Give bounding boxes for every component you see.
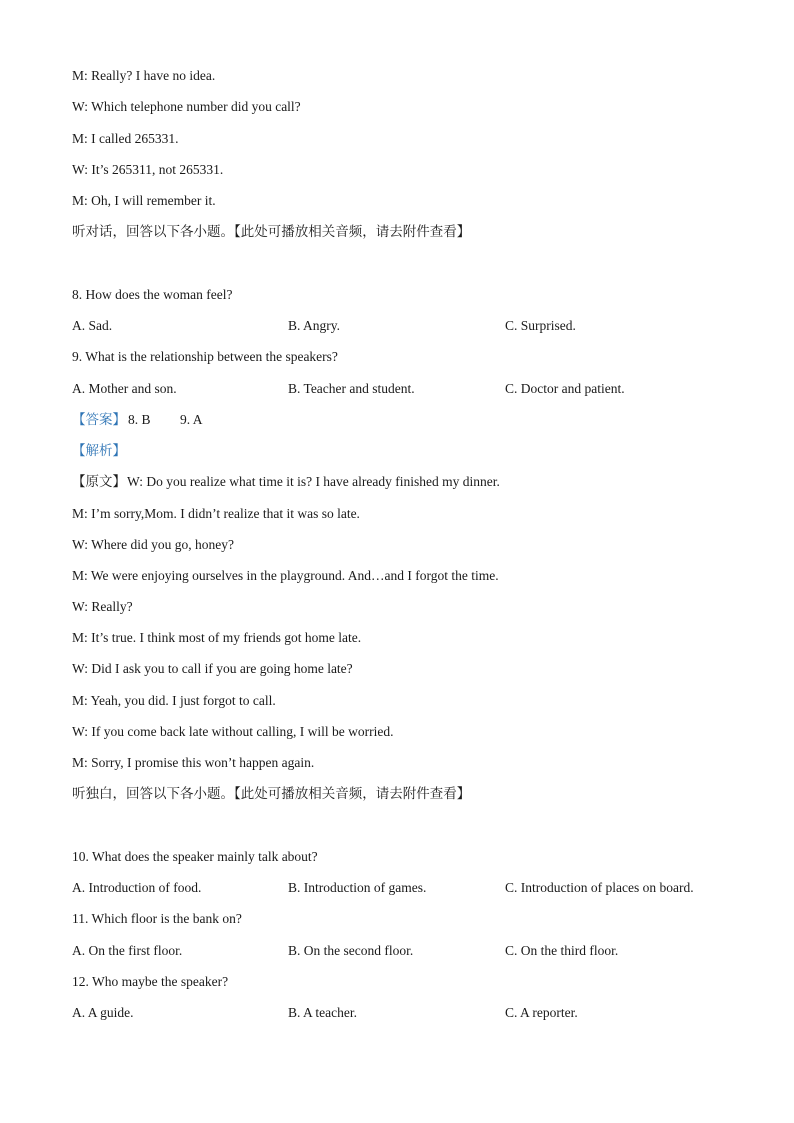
question-12: 12. Who maybe the speaker? bbox=[72, 974, 229, 989]
dialogue-line: M: Really? I have no idea. bbox=[72, 68, 216, 83]
q12-option-c: C. A reporter. bbox=[505, 1005, 578, 1020]
dialogue-line: W: It’s 265311, not 265331. bbox=[72, 162, 224, 177]
question-10: 10. What does the speaker mainly talk about? bbox=[72, 849, 318, 864]
dialogue-line: M: I called 265331. bbox=[72, 131, 179, 146]
q11-option-b: B. On the second floor. bbox=[288, 943, 414, 958]
q8-option-c: C. Surprised. bbox=[505, 318, 576, 333]
dialogue-line: M: It’s true. I think most of my friends got home late. bbox=[72, 630, 362, 645]
q9-option-a: A. Mother and son. bbox=[72, 381, 177, 396]
answer-9: 9. A bbox=[180, 412, 203, 427]
q10-option-c: C. Introduction of places on board. bbox=[505, 880, 694, 895]
question-8: 8. How does the woman feel? bbox=[72, 287, 233, 302]
instruction-dialogue: 听对话，回答以下各小题。【此处可播放相关音频，请去附件查看】 bbox=[72, 224, 471, 240]
q11-option-a: A. On the first floor. bbox=[72, 943, 183, 958]
analysis-tag: 【解析】 bbox=[72, 443, 126, 459]
dialogue-line: W: Really? bbox=[72, 599, 133, 614]
dialogue-line: M: Sorry, I promise this won’t happen again. bbox=[72, 755, 315, 770]
instruction-monologue: 听独白，回答以下各小题。【此处可播放相关音频，请去附件查看】 bbox=[72, 786, 471, 802]
q8-option-b: B. Angry. bbox=[288, 318, 341, 333]
original-tag: 【原文】 bbox=[72, 474, 126, 490]
dialogue-line: M: I’m sorry,Mom. I didn’t realize that it was so late. bbox=[72, 506, 360, 521]
q8-option-a: A. Sad. bbox=[72, 318, 113, 333]
dialogue-line: W: Which telephone number did you call? bbox=[72, 99, 301, 114]
q9-option-c: C. Doctor and patient. bbox=[505, 381, 625, 396]
answer-8: 8. B bbox=[128, 412, 151, 427]
q12-option-a: A. A guide. bbox=[72, 1005, 134, 1020]
dialogue-line: W: Where did you go, honey? bbox=[72, 537, 234, 552]
question-9: 9. What is the relationship between the speakers? bbox=[72, 349, 338, 364]
dialogue-line: M: We were enjoying ourselves in the playground. And…and I forgot the time. bbox=[72, 568, 499, 583]
answer-tag: 【答案】 bbox=[72, 412, 126, 428]
q12-option-b: B. A teacher. bbox=[288, 1005, 357, 1020]
q9-option-b: B. Teacher and student. bbox=[288, 381, 415, 396]
q11-option-c: C. On the third floor. bbox=[505, 943, 619, 958]
question-11: 11. Which floor is the bank on? bbox=[72, 911, 242, 926]
q10-option-a: A. Introduction of food. bbox=[72, 880, 202, 895]
dialogue-line: W: Did I ask you to call if you are going home late? bbox=[72, 661, 353, 676]
dialogue-line: W: If you come back late without calling, I will be worried. bbox=[72, 724, 394, 739]
q10-option-b: B. Introduction of games. bbox=[288, 880, 427, 895]
dialogue-line: W: Do you realize what time it is? I have already finished my dinner. bbox=[127, 474, 500, 489]
dialogue-line: M: Oh, I will remember it. bbox=[72, 193, 216, 208]
dialogue-line: M: Yeah, you did. I just forgot to call. bbox=[72, 693, 276, 708]
